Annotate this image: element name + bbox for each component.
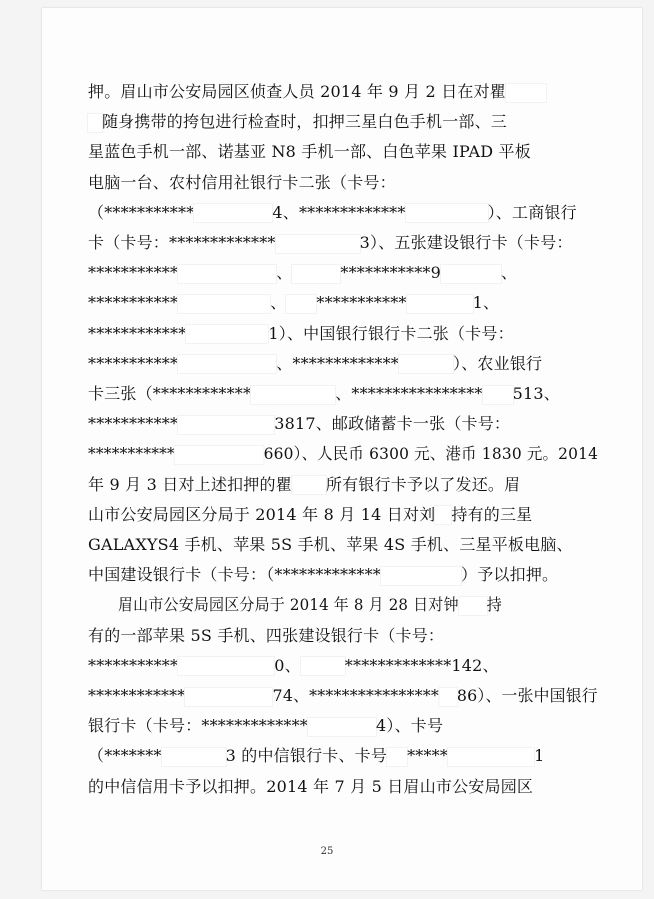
- text-run: 86）、一张中国银行: [456, 686, 598, 705]
- text-run: ***********: [88, 263, 179, 283]
- text-run: 押。眉山市公安局园区侦查人员 2014 年 9 月 2 日在对瞿: [88, 82, 506, 101]
- text-line: [88, 233, 598, 253]
- text-run: *************142、: [344, 655, 499, 675]
- redaction-block: [162, 748, 226, 766]
- text-run: 1）、中国银行银行卡二张（卡号：: [268, 323, 514, 343]
- text-run: 、: [501, 263, 518, 283]
- redaction-block: [88, 114, 102, 132]
- text-line: [88, 716, 598, 736]
- text-run: 1: [534, 746, 545, 766]
- text-run: ************: [88, 686, 186, 705]
- text-line: [88, 505, 598, 525]
- text-run: ）、工商银行: [487, 202, 577, 222]
- text-run: 所有银行卡予以了发还。眉: [325, 474, 521, 494]
- text-run: 星蓝色手机一部、诺基亚 N8 手机一部、白色苹果 IPAD 平板: [88, 142, 531, 162]
- text-line: [88, 203, 598, 223]
- text-run: ***********9: [340, 263, 441, 283]
- text-line: [88, 82, 598, 102]
- text-line: [88, 324, 598, 344]
- text-line: [88, 444, 599, 464]
- text-run: 4）、卡号: [376, 716, 444, 736]
- redaction-block: [175, 446, 264, 464]
- text-run: 卡（卡号：*************: [88, 233, 276, 252]
- text-run: 年 9 月 3 日对上述扣押的瞿: [88, 474, 292, 494]
- redaction-block: [292, 265, 340, 283]
- redaction-block: [448, 748, 534, 766]
- text-line: [88, 746, 598, 766]
- redaction-block: [439, 688, 457, 706]
- text-run: 74、****************: [272, 686, 440, 705]
- text-run: 眉山市公安局园区分局于 2014 年 8 月 28 日对钟: [117, 595, 459, 615]
- text-line: [88, 293, 598, 313]
- text-run: （***********: [88, 202, 195, 222]
- text-line: [88, 414, 598, 434]
- text-line: [88, 384, 598, 404]
- text-run: 卡三张（************: [88, 384, 252, 403]
- text-run: ）予以扣押。: [461, 565, 559, 585]
- text-run: 0、: [274, 655, 301, 675]
- redaction-block: [286, 295, 316, 313]
- text-run: ***********: [88, 655, 179, 675]
- text-line: [88, 626, 598, 646]
- text-run: 、: [270, 293, 287, 313]
- redaction-block: [185, 688, 272, 706]
- text-run: 随身携带的挎包进行检查时，扣押三星白色手机一部、三: [102, 112, 508, 132]
- text-run: 持: [486, 595, 502, 615]
- text-run: ）、农业银行: [453, 353, 543, 373]
- redaction-block: [308, 718, 376, 736]
- redaction-block: [387, 748, 407, 766]
- text-run: ***********: [88, 414, 179, 434]
- text-run: 4、*************: [272, 202, 406, 222]
- text-run: 513、: [512, 384, 560, 403]
- text-line: [88, 112, 598, 132]
- text-run: 持有的三星: [451, 504, 533, 524]
- text-run: 有的一部苹果 5S 手机、四张建设银行卡（卡号：: [88, 625, 445, 645]
- text-run: 电脑一台、农村信用社银行卡二张（卡号：: [88, 172, 396, 192]
- text-line: [88, 535, 598, 555]
- redaction-block: [506, 84, 546, 102]
- text-run: ***********: [316, 293, 407, 313]
- redaction-block: [178, 295, 270, 313]
- redaction-block: [483, 386, 513, 404]
- redaction-block: [178, 355, 276, 373]
- text-run: ***********: [88, 293, 179, 313]
- text-line: [88, 142, 598, 162]
- text-line: [88, 354, 598, 374]
- text-run: 660）、人民币 6300 元、港币 1830 元。2014: [263, 444, 599, 464]
- text-run: 、*************: [276, 353, 400, 373]
- redaction-block: [459, 597, 487, 615]
- redaction-block: [381, 567, 461, 585]
- redaction-block: [194, 204, 272, 222]
- text-run: 银行卡（卡号：*************: [88, 716, 309, 736]
- page-number: 25: [320, 846, 334, 857]
- redaction-block: [251, 386, 335, 404]
- text-line: [88, 595, 596, 615]
- text-run: ***********: [88, 444, 175, 464]
- text-run: 山市公安局园区分局于 2014 年 8 月 14 日对刘: [88, 504, 436, 524]
- text-line: [88, 173, 598, 193]
- text-run: *****: [407, 746, 449, 766]
- text-run: 、****************: [335, 384, 483, 403]
- text-run: ***********: [88, 353, 179, 373]
- text-line: [88, 777, 598, 797]
- redaction-block: [435, 506, 451, 524]
- text-run: ************: [88, 323, 187, 343]
- redaction-block: [399, 355, 453, 373]
- text-run: （*******: [88, 746, 162, 766]
- text-line: [88, 263, 598, 283]
- text-line: [88, 565, 598, 585]
- text-run: 中国建设银行卡（卡号：（*************: [88, 565, 382, 585]
- text-run: GALAXYS4 手机、苹果 5S 手机、苹果 4S 手机、三星平板电脑、: [88, 535, 573, 554]
- redaction-block: [407, 295, 473, 313]
- text-run: 3817、邮政储蓄卡一张（卡号：: [274, 414, 511, 434]
- text-line: [88, 686, 598, 706]
- text-run: 1、: [472, 293, 500, 313]
- redaction-block: [186, 325, 268, 343]
- redaction-block: [276, 235, 360, 253]
- text-run: 的中信信用卡予以扣押。2014 年 7 月 5 日眉山市公安局园区: [88, 776, 534, 796]
- text-run: 3 的中信银行卡、卡号: [225, 746, 388, 766]
- text-line: [88, 475, 598, 495]
- redaction-block: [178, 657, 274, 675]
- text-run: 3）、五张建设银行卡（卡号：: [359, 233, 573, 252]
- text-run: 、: [276, 263, 293, 283]
- redaction-block: [178, 265, 276, 283]
- redaction-block: [406, 204, 488, 222]
- redaction-block: [441, 265, 501, 283]
- redaction-block: [178, 416, 274, 434]
- redaction-block: [292, 476, 326, 494]
- text-line: [88, 656, 598, 676]
- redaction-block: [301, 657, 345, 675]
